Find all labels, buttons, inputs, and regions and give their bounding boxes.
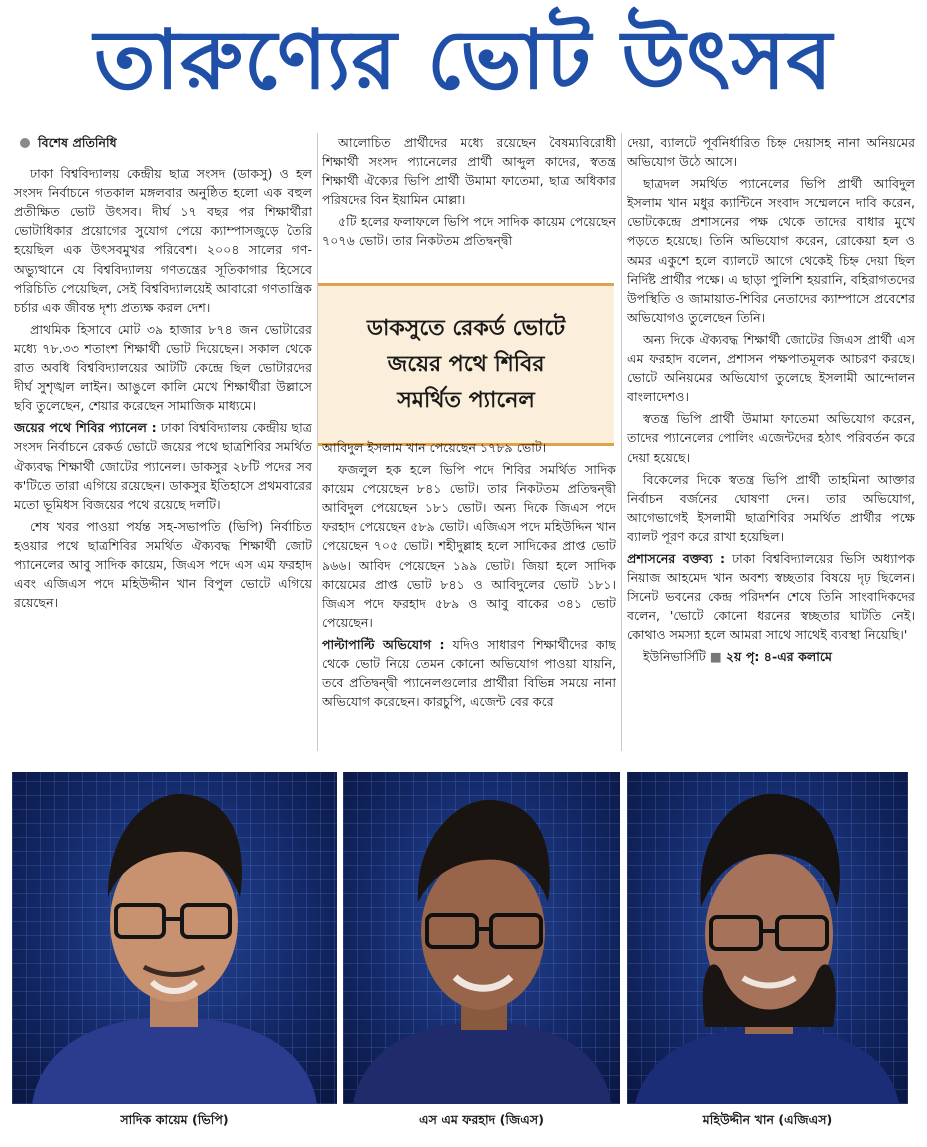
paragraph: বিকেলের দিকে স্বতন্ত্র ভিপি প্রার্থী তাহমিনা আক্তার নির্বাচন বর্জনের ঘোষণা দেন। তার অভিযোগ, আগেভাগেই ইসলামী ছাত্রশিবির সমর্থিত প্রার্থীর পক্ষে ব্যালট পূরণ করে রাখা হয়েছিল। [627,471,915,544]
paragraph-text: যদিও সাধারণ শিক্ষার্থীদের কাছ থেকে ভোট নিয়ে তেমন কোনো অভিযোগ পাওয়া যায়নি, তবে প্রতিদ্বন্দ্বী প্যানেলগুলোর প্রার্থীরা বিভিন্ন সময়ে নানা অভিযোগ করেছেন। কারচুপি, এজেন্ট বের করে [322,636,616,710]
subheading: জয়ের পথে শিবির প্যানেল : [14,420,157,436]
continuation-line: ইউনিভার্সিটি ■ ২য় পৃ: ৪-এর কলামে [643,649,832,665]
paragraph [14,418,312,513]
article-column-3 [627,133,915,748]
paragraph: শেষ খবর পাওয়া পর্যন্ত সহ-সভাপতি (ভিপি) নির্বাচিত হওয়ার পথে ছাত্রশিবির সমর্থিত ঐক্যবদ্ধ শিক্ষার্থী জোট প্যানেলের আবু সাদিক কায়েম, জিএস পদে এস এম ফরহাদ এবং এজিএস পদে মহিউদ্দীন খান বিপুল ভোটে এগিয়ে রয়েছেন। [14,518,312,611]
article-column-2-bottom [322,438,616,750]
paragraph: ৫টি হলের ফলাফলে ভিপি পদে সাদিক কায়েম পেয়েছেন ৭০৭৬ ভোট। তার নিকটতম প্রতিদ্বন্দ্বী [322,214,616,249]
paragraph [627,549,915,644]
paragraph: প্রাথমিক হিসাবে মোট ৩৯ হাজার ৮৭৪ জন ভোটারের মধ্যে ৭৮.৩৩ শতাংশ শিক্ষার্থী ভোট দিয়েছেন। সকাল থেকে রাত অবধি বিশ্ববিদ্যালয়ের আটটি কেন্দ্রে ছিল ভোটারদের দীর্ঘ সুশৃঙ্খল লাইন। আঙুলে কালি মেখে শিক্ষার্থীরা উল্লাসে ছবি তুলেছেন, শেয়ার করেছেন সামাজিক মাধ্যমে। [14,321,312,414]
portrait-photo [627,772,908,1104]
portrait-photo [343,772,620,1104]
pull-quote-line: ডাকসুতে রেকর্ড ভোটে [366,315,566,341]
person-silhouette-icon [343,772,620,1104]
headline: তারুণ্যের ভোট উৎসব [93,13,834,108]
pull-quote-line: জয়ের পথে শিবির [387,351,545,377]
photo-caption: এস এম ফরহাদ (জিএস) [419,1112,544,1127]
portrait-photo [12,772,337,1104]
byline [14,133,312,152]
paragraph: অন্য দিকে ঐক্যবদ্ধ শিক্ষার্থী জোটের জিএস প্রার্থী এস এম ফরহাদ বলেন, প্রশাসন পক্ষপাতমূলক আচরণ করছে। ভোটে অনিয়মের অভিযোগ তুলেছে ইসলামী আন্দোলন বাংলাদেশও। [627,331,915,405]
continuation-lead: ইউনিভার্সিটি [643,649,706,665]
subheading: প্রশাসনের বক্তব্য : [627,550,726,566]
person-silhouette-icon [12,772,337,1104]
paragraph: দেয়া, ব্যালটে পূর্বনির্ধারিত চিহ্ন দেয়াসহ নানা অনিয়মের অভিযোগ উঠে আসে। [627,135,915,170]
subheading: পাল্টাপাল্টি অভিযোগ : [322,636,445,652]
bullet-icon [20,138,30,148]
photo-caption: সাদিক কায়েম (ভিপি) [120,1112,229,1127]
paragraph-text: ঢাকা বিশ্ববিদ্যালয়ের ভিসি অধ্যাপক নিয়াজ আহমেদ খান অবশ্য স্বচ্ছতার বিষয়ে দৃঢ় ছিলেন। সিনেট ভবনের কেন্দ্র পরিদর্শন শেষে তিনি সাংবাদিকদের বলেন, 'ভোটে কোনো ধরনের স্বচ্ছতার ঘাটতি নেই। কোথাও সমস্যা হলে আমরা সাথে সাথেই ব্যবস্থা নিয়েছি।' [627,550,915,643]
paragraph [322,635,616,711]
paragraph: ফজলুল হক হলে ভিপি পদে শিবির সমর্থিত সাদিক কায়েম পেয়েছেন ৮৪১ ভোট। তার নিকটতম প্রতিদ্বন্দ্বী আবিদুল পেয়েছেন ১৮১ ভোট। অন্য দিকে জিএস পদে ফরহাদ পেয়েছেন ৫৮৯ ভোট। এজিএস পদে মহিউদ্দিন খান পেয়েছেন ৭০৫ ভোট। শহীদুল্লাহ হলে সাদিকের প্রাপ্ত ভোট ৯৬৬। আবিদ পেয়েছেন ১৯৯ ভোট। জিয়া হলে সাদিক কায়েমের প্রাপ্ত ভোট ৮৪১ ও আবিদুলের ভোট ১৮১। জিএস পদে ফরহাদ ৫৮৯ ও আবু বাকের ৩৪১ ভোট পেয়েছেন। [322,462,616,630]
paragraph: ছাত্রদল সমর্থিত প্যানেলের ভিপি প্রার্থী আবিদুল ইসলাম খান মধুর ক্যান্টিনে সংবাদ সম্মেলনে দাবি করেন, ভোটকেন্দ্রে প্রশাসনের পক্ষ থেকে তাদের বাধার মুখে পড়তে হয়েছে। তিনি অভিযোগ করেন, রোকেয়া হল ও অমর একুশে হলে ব্যালটে আগে থেকেই চিহ্ন দেয়া ছিল নির্দিষ্ট প্রার্থীর পক্ষে। এ ছাড়া পুলিশি হয়রানি, বহিরাগতদের উপস্থিতি ও জামায়াত-শিবির নেতাদের ক্যাম্পাসে প্রবেশের অভিযোগও তুলেছেন তিনি। [627,176,915,325]
pull-quote [318,283,614,446]
paragraph: স্বতন্ত্র ভিপি প্রার্থী উমামা ফাতেমা অভিযোগ করেন, তাদের প্যানেলের পোলিং এজেন্টদের হঠাৎ পরিবর্তন করে দেয়া হয়েছে। [627,411,915,465]
jump-reference[interactable]: ২য় পৃ: ৪-এর কলামে [725,649,832,665]
paragraph-text: ঢাকা বিশ্ববিদ্যালয় কেন্দ্রীয় ছাত্র সংসদ নির্বাচনে রেকর্ড ভোটে জয়ের পথে ছাত্রশিবির সমর্থিত ঐক্যবদ্ধ শিক্ষার্থী জোটের প্যানেল। ডাকসুর ২৮টি পদের সব ক'টিতে তারা এগিয়ে রয়েছেন। ডাকসুর ইতিহাসে প্রথমবারের মতো ভূমিধস বিজয়ের পথে রয়েছে দলটি। [14,420,312,512]
paragraph: ঢাকা বিশ্ববিদ্যালয় কেন্দ্রীয় ছাত্র সংসদ (ডাকসু) ও হল সংসদ নির্বাচনে গতকাল মঙ্গলবার অনুষ্ঠিত হলো এক বহুল প্রতীক্ষিত ভোট উৎসব। দীর্ঘ ১৭ বছর পর শিক্ষার্থীরা ভোটাধিকার প্রয়োগের সুযোগ পেয়ে ক্যাম্পাসজুড়ে তৈরি হয়েছিল এক উৎসবমুখর পরিবেশ। ২০০৪ সালের গণ-অভ্যুত্থানে যে বিশ্ববিদ্যালয় গণতন্ত্রের সূতিকাগার হিসেবে পরিচিতি পেয়েছিল, সেই বিশ্ববিদ্যালয়েই আবারো গণতান্ত্রিক চর্চার এক জীবন্ত দৃশ্য প্রত্যক্ষ করল দেশ। [14,166,312,315]
paragraph: আলোচিত প্রার্থীদের মধ্যে রয়েছেন বৈষম্যবিরোধী শিক্ষার্থী সংসদ প্যানেলের প্রার্থী আব্দুল কাদের, স্বতন্ত্র শিক্ষার্থী ঐক্যের ভিপি প্রার্থী উমামা ফাতেমা, ছাত্র অধিকার পরিষদের বিন ইয়ামিন মোল্লা। [322,135,616,208]
person-silhouette-icon [627,772,908,1104]
byline-text: বিশেষ প্রতিনিধি [38,135,117,150]
article-column-1 [14,133,312,748]
pull-quote-line: সমর্থিত প্যানেল [397,387,535,413]
paragraph: আবিদুল ইসলাম খান পেয়েছেন ১৭৮৯ ভোট। [322,440,547,455]
photo-caption: মহিউদ্দীন খান (এজিএস) [702,1112,833,1127]
column-divider [621,133,622,751]
article-column-2-top [322,133,616,283]
